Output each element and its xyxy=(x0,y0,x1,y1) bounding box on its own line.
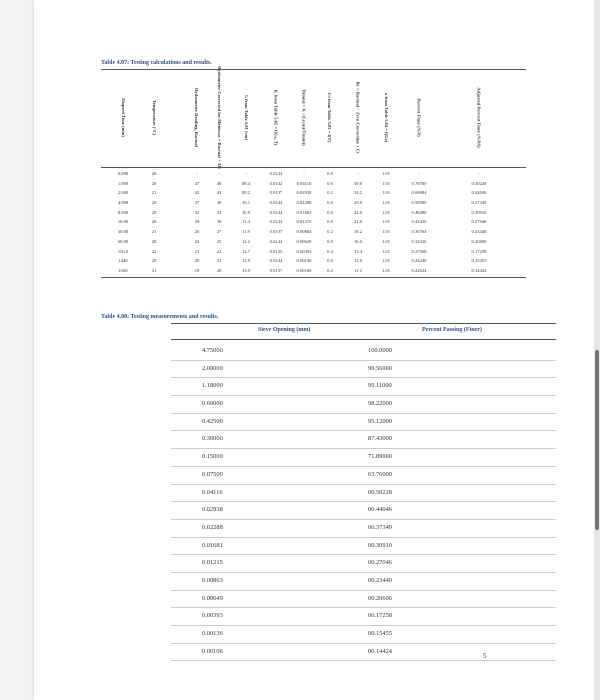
table1-header-cell xyxy=(115,70,131,166)
table-cell: 16.00 xyxy=(117,219,129,225)
table-row xyxy=(171,502,556,520)
table-row xyxy=(101,247,526,257)
table-row xyxy=(171,555,556,573)
table-cell: 0.58580 xyxy=(411,200,427,206)
table-cell: 0.0 xyxy=(327,219,333,225)
table-row xyxy=(101,208,526,218)
table1-header-label: a from Table 5.04 = f(Gs) xyxy=(383,93,389,143)
table-cell: 21.0 xyxy=(353,219,363,225)
table1-header-cell xyxy=(322,70,338,166)
table-cell: 39.0 xyxy=(353,180,363,186)
table-cell: 0.0135 xyxy=(269,248,283,254)
table-cell: - xyxy=(196,171,198,176)
table1-header-label: Temperature (°C) xyxy=(151,100,157,136)
table-cell: 1.01 xyxy=(381,219,391,225)
percent-passing-cell: 00.44046 xyxy=(368,506,392,514)
table-cell: - xyxy=(357,171,359,176)
table-cell: 0.27046 xyxy=(471,219,487,225)
table-row xyxy=(171,467,556,485)
sieve-opening-cell: 0.00136 xyxy=(202,630,223,637)
table-cell: 0.0137 xyxy=(269,190,283,196)
table-cell: 0.0 xyxy=(327,258,333,264)
table-cell: 0.17258 xyxy=(471,248,487,254)
sieve-opening-cell: 0.02288 xyxy=(202,523,223,531)
sieve-opening-cell: 0.15000 xyxy=(202,453,223,461)
table-cell: 20 xyxy=(216,267,222,273)
percent-passing-cell: 95.12000 xyxy=(368,417,392,425)
table-cell: 30.00 xyxy=(117,229,129,235)
table1-header-label: Elapsed Time (min) xyxy=(120,98,126,138)
sieve-opening-cell: 0.30000 xyxy=(202,435,223,443)
table-row xyxy=(171,520,556,538)
table-cell: 0.0 xyxy=(327,238,333,244)
table-row xyxy=(171,378,556,396)
table1-header-cell xyxy=(296,70,312,166)
table-cell: 0.15455 xyxy=(471,258,487,264)
table1-top-rule xyxy=(101,69,526,70)
sieve-opening-cell: 0.01215 xyxy=(202,559,223,567)
table1-header-label: L from Table 5.01 (cm) xyxy=(243,95,249,141)
table-cell: 20 xyxy=(151,219,157,225)
table-row xyxy=(101,256,526,266)
table-cell: 0.0144 xyxy=(269,209,283,215)
table-cell: 0.00106 xyxy=(296,267,312,273)
table-row xyxy=(171,626,556,644)
table-cell: 33 xyxy=(216,209,222,215)
table2-header-percent: Percent Passing (Finer) xyxy=(422,327,482,333)
table-cell: 21 xyxy=(151,229,157,235)
sieve-opening-cell: 1.18000 xyxy=(202,382,223,390)
scrollbar-thumb[interactable] xyxy=(595,350,599,530)
sieve-opening-cell: 0.07500 xyxy=(202,470,223,478)
table-cell: 8.000 xyxy=(117,209,129,215)
percent-passing-cell: 00.14424 xyxy=(368,647,392,655)
table-cell: 0.23440 xyxy=(471,229,487,235)
table-cell: - xyxy=(478,171,480,176)
sieve-opening-cell: 2.00000 xyxy=(202,364,223,372)
table1-caption: Table 4.07: Testing calculations and results. xyxy=(101,60,212,66)
table-cell: 12.9 xyxy=(241,258,251,264)
table-cell: 11.9 xyxy=(242,229,250,235)
table-cell: 30 xyxy=(216,219,222,225)
table-cell: 0.4 xyxy=(327,248,333,254)
table-cell: 0.50228 xyxy=(471,180,487,186)
table-cell: 24 xyxy=(194,238,200,244)
table-row xyxy=(101,179,526,189)
table-cell: 0.30910 xyxy=(471,209,487,215)
table-cell: 0.00863 xyxy=(296,229,312,235)
sieve-opening-cell: 4.75000 xyxy=(202,347,223,354)
table1-header-cell xyxy=(146,70,162,166)
table-cell: 20 xyxy=(194,258,200,264)
table-cell: 0.2 xyxy=(327,229,333,235)
table1-header-cell xyxy=(350,70,366,166)
table-cell: 0.27068 xyxy=(411,248,427,254)
table1-header-label: Hydrometer Corrected for Meniscus = Ractual + ΔR xyxy=(216,66,222,170)
table-cell: 0.78780 xyxy=(411,180,427,186)
table-cell: 09.2 xyxy=(241,190,251,196)
table-cell: - xyxy=(303,171,305,176)
table-cell: 2160 xyxy=(118,267,128,273)
table-cell: 37 xyxy=(194,200,200,206)
table-row xyxy=(171,573,556,591)
table-cell: 22 xyxy=(216,248,222,254)
table2-body xyxy=(171,343,556,661)
table1-bottom-rule xyxy=(101,277,526,278)
table-cell: 0.20606 xyxy=(471,238,487,244)
table-row xyxy=(171,414,556,432)
table-cell: 21 xyxy=(151,190,157,196)
table1-header-cell xyxy=(378,70,394,166)
table-cell: 1.000 xyxy=(117,180,129,186)
percent-passing-cell: 63.76000 xyxy=(368,470,392,478)
table-cell: 21 xyxy=(151,267,157,273)
table1-body xyxy=(101,169,526,276)
table-cell: 20 xyxy=(151,180,157,186)
table-cell: 26 xyxy=(194,229,200,235)
table-row xyxy=(171,485,556,503)
table-row xyxy=(171,608,556,626)
percent-passing-cell: 00.30910 xyxy=(368,541,392,549)
table2-top-rule xyxy=(171,323,556,324)
table-row xyxy=(101,237,526,247)
table-row xyxy=(171,591,556,609)
table-row xyxy=(171,361,556,379)
table-cell: 25 xyxy=(216,238,222,244)
percent-passing-cell: 00.50228 xyxy=(368,488,392,496)
table-cell: 60.00 xyxy=(117,238,129,244)
table-cell: 1.01 xyxy=(381,200,391,206)
table-cell: 22 xyxy=(151,248,157,254)
sieve-opening-cell: 0.00106 xyxy=(202,647,223,655)
table-cell: - xyxy=(245,171,247,176)
table-cell: 0.01681 xyxy=(296,209,312,215)
table-cell: 48 xyxy=(216,180,222,186)
table-cell: 1.01 xyxy=(381,180,391,186)
table-cell: 0.37349 xyxy=(471,200,487,206)
table-cell: 43 xyxy=(216,190,222,196)
table-cell: 0.0144 xyxy=(269,258,283,264)
table-cell: 12.0 xyxy=(353,258,363,264)
table-cell: 0.0 xyxy=(327,200,333,206)
sieve-opening-cell: 0.01681 xyxy=(202,541,223,549)
table1-header-cell xyxy=(411,70,427,166)
table-cell: 11.2 xyxy=(354,267,362,273)
table-row xyxy=(101,169,526,179)
table-cell: 12.7 xyxy=(241,248,251,254)
table-cell: 0.0144 xyxy=(269,171,283,176)
table-cell: 10.1 xyxy=(241,200,251,206)
percent-passing-cell: 71.89000 xyxy=(368,453,392,461)
table-cell: 20 xyxy=(151,171,157,176)
table-cell: 13.0 xyxy=(241,267,251,273)
table-row xyxy=(101,266,526,276)
percent-passing-cell: 00.20606 xyxy=(368,594,392,602)
table-cell: 29.0 xyxy=(353,200,363,206)
table-cell: 0.0 xyxy=(327,171,333,176)
table-cell: 20 xyxy=(151,209,157,215)
table1-header-label: Rc = Ractual − Zero Correction + Ct xyxy=(355,81,361,155)
sieve-opening-cell: 0.02938 xyxy=(202,506,223,514)
table-cell: 0.0 xyxy=(327,209,333,215)
table-cell: 0.0144 xyxy=(269,219,283,225)
table-cell: 1.01 xyxy=(381,238,391,244)
table-cell: 47 xyxy=(194,180,200,186)
table1-header-label: K from Table 5.02 = f(Gs, T) xyxy=(273,90,279,146)
table-cell: 0.0 xyxy=(327,180,333,186)
table-row xyxy=(171,431,556,449)
sieve-opening-cell: 0.00393 xyxy=(202,612,223,620)
table-cell: 1.01 xyxy=(381,209,391,215)
table-row xyxy=(171,644,556,662)
table-cell: 19 xyxy=(194,267,200,273)
table-cell: 0.02938 xyxy=(296,190,312,196)
table2-header-sieve: Sieve Opening (mm) xyxy=(258,327,311,333)
table-row xyxy=(101,227,526,237)
table1-header-cell xyxy=(189,70,205,166)
percent-passing-cell: 99.11000 xyxy=(368,382,392,390)
table-cell: 0.04116 xyxy=(296,180,312,186)
table-cell: 1.01 xyxy=(381,229,391,235)
table-row xyxy=(171,538,556,556)
page-number: 5 xyxy=(483,652,487,660)
table1-header-cell xyxy=(471,70,487,166)
table1-header-cell xyxy=(268,70,284,166)
table-cell: 32 xyxy=(194,209,200,215)
table-cell: 0.22624 xyxy=(411,267,427,273)
table-cell: 1.01 xyxy=(381,248,391,254)
table-cell: 0.00393 xyxy=(296,248,312,254)
table2-header-rule xyxy=(171,339,556,340)
table-cell: 34.2 xyxy=(353,190,363,196)
table-row xyxy=(101,198,526,208)
sieve-opening-cell: 0.00649 xyxy=(202,594,223,602)
sieve-opening-cell: 0.60000 xyxy=(202,400,223,408)
table-cell: 0.01215 xyxy=(296,219,312,225)
table-cell: 21 xyxy=(194,248,200,254)
table-cell: 20 xyxy=(151,258,157,264)
table-cell: 0.0144 xyxy=(269,200,283,206)
table-cell: 4.000 xyxy=(117,200,129,206)
percent-passing-cell: 00.27046 xyxy=(368,559,392,567)
table-cell: 12.2 xyxy=(241,238,251,244)
table-cell: 0.02288 xyxy=(296,200,312,206)
table-row xyxy=(171,396,556,414)
table-cell: 0.48480 xyxy=(411,209,427,215)
table1-header-label: Adjusted Percent Finer (%PA) xyxy=(476,87,482,149)
table-cell: 27 xyxy=(216,229,222,235)
table-row xyxy=(171,343,556,361)
vertical-scrollbar[interactable] xyxy=(594,0,600,700)
table-cell: 1440 xyxy=(118,258,128,264)
table-cell: 0.44046 xyxy=(471,190,487,196)
table-cell: 20 xyxy=(151,200,157,206)
table-row xyxy=(101,188,526,198)
percent-passing-cell: 99.56000 xyxy=(368,364,392,372)
table-cell: - xyxy=(218,171,220,176)
table-row xyxy=(171,449,556,467)
table-cell: 38 xyxy=(216,200,222,206)
percent-passing-cell: 87.43000 xyxy=(368,435,392,443)
table-cell: 24.0 xyxy=(353,209,363,215)
percent-passing-cell: 00.37349 xyxy=(368,523,392,531)
table1-header-cell xyxy=(211,66,227,170)
table-cell: 0.36764 xyxy=(411,229,427,235)
percent-passing-cell: 98.22000 xyxy=(368,400,392,408)
table-cell: 1.01 xyxy=(381,190,391,196)
table-cell: 0.00136 xyxy=(296,258,312,264)
table-cell: 2.000 xyxy=(117,190,129,196)
table-cell: 29 xyxy=(194,219,200,225)
table-cell: 0.14424 xyxy=(471,267,487,273)
table2-caption: Table 4.08: Testing measurements and results. xyxy=(101,314,219,320)
table-cell: 18.2 xyxy=(353,229,363,235)
table-cell: 10.9 xyxy=(241,209,251,215)
table-cell: 0.0137 xyxy=(269,267,283,273)
table1-header-label: Hydrometer Reading, Ractual xyxy=(194,88,200,148)
table-cell: 1.01 xyxy=(381,258,391,264)
table-cell: 1.01 xyxy=(381,171,391,176)
percent-passing-cell: 00.15455 xyxy=(368,630,392,637)
table1-header-label: Percent Finer (%P) xyxy=(416,98,422,138)
table1-header-label: Ct from Table 5.03 = f(T) xyxy=(327,93,333,143)
percent-passing-cell: 00.17258 xyxy=(368,612,392,620)
table-cell: 0.000 xyxy=(117,171,129,176)
table-cell: 13.4 xyxy=(353,248,363,254)
table1-header-rule xyxy=(101,167,526,168)
table-cell: 20 xyxy=(151,238,157,244)
table-cell: 42 xyxy=(194,190,200,196)
table-cell: 150.0 xyxy=(117,248,129,254)
table-cell: 0.2 xyxy=(327,190,333,196)
table-cell: 0.0137 xyxy=(269,229,283,235)
table-cell: 16.0 xyxy=(353,238,363,244)
table1-header-cell xyxy=(238,70,254,166)
table-cell: 0.42420 xyxy=(411,219,427,225)
table-cell: 0.32320 xyxy=(411,238,427,244)
table-cell: - xyxy=(418,171,420,176)
percent-passing-cell: 00.23440 xyxy=(368,576,392,584)
sieve-opening-cell: 0.00863 xyxy=(202,576,223,584)
table-cell: 0.0142 xyxy=(269,180,283,186)
table-cell: 0.69084 xyxy=(411,190,427,196)
table-cell: 1.01 xyxy=(381,267,391,273)
table-cell: 11.4 xyxy=(242,219,250,225)
table-cell: 0.2 xyxy=(327,267,333,273)
table-cell: 0.00649 xyxy=(296,238,312,244)
table1-header-label: D(mm) = K √(L(cm)/T(min)) xyxy=(301,89,307,147)
percent-passing-cell: 100.0000 xyxy=(368,347,392,354)
table-cell: 21 xyxy=(216,258,222,264)
table-cell: 0.0144 xyxy=(269,238,283,244)
table-cell: 08.4 xyxy=(241,180,251,186)
table-row xyxy=(101,217,526,227)
sieve-opening-cell: 0.42500 xyxy=(202,417,223,425)
table-cell: 0.24240 xyxy=(411,258,427,264)
sieve-opening-cell: 0.04116 xyxy=(202,488,223,496)
